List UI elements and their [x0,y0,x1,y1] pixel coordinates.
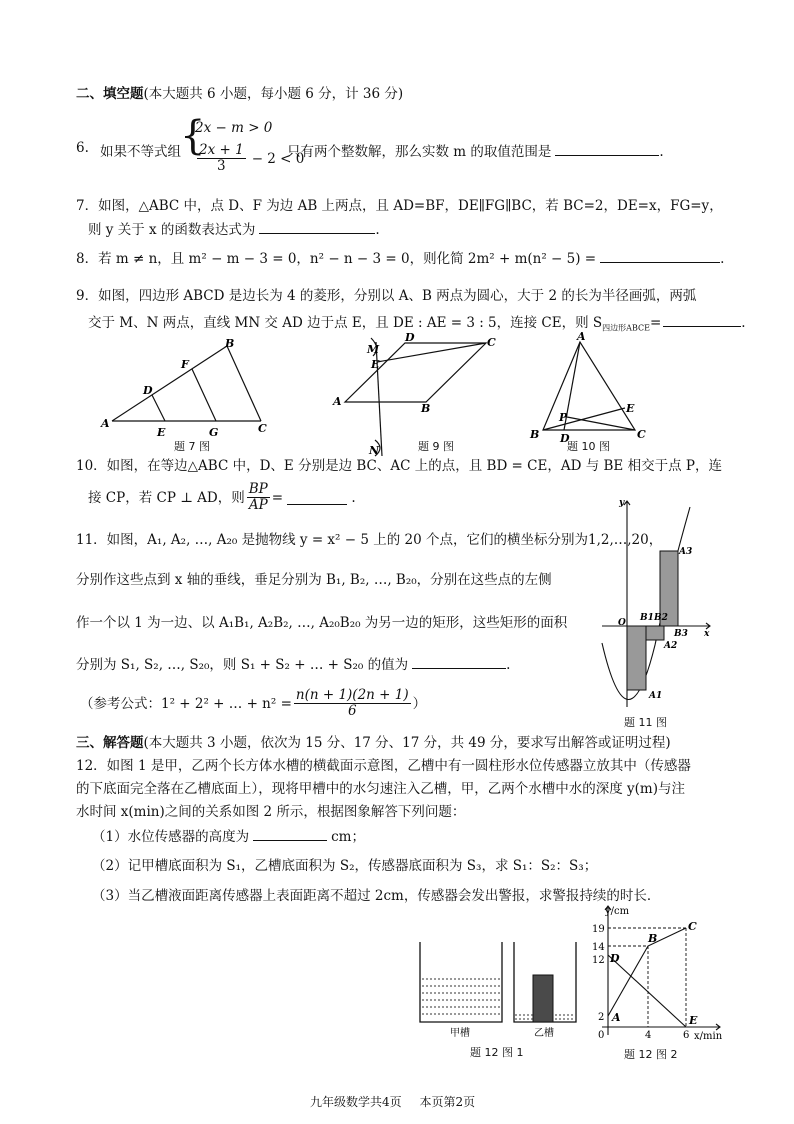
q11-formula-post: ） [412,695,427,712]
fig12-2-point-c: C [688,920,697,933]
fig11-label-b2: B2 [654,613,668,623]
water-level-sensor [533,975,553,1022]
fig7-label-a: A [101,417,110,430]
question-9-line-2-text: 交于 M、N 两点，直线 MN 交 AD 边于点 E，且 DE : AE = 3 : 5，连接 CE，则 S [88,315,603,331]
fig11-label-o: O [618,618,626,628]
section-2-note: (本大题共 6 小题，每小题 6 分，计 36 分) [143,86,404,102]
fig7-segment-fg [192,369,216,421]
fig9-label-m: M [367,343,380,356]
q11-formula-denominator: 6 [347,703,357,719]
fig9-label-a: A [333,395,342,408]
fig9-label-d: D [405,331,415,344]
tank-yi [514,942,576,1022]
question-7-line-2: 则 y 关于 x 的函数表达式为 . [88,219,380,240]
fig10-triangle-abc [543,342,635,430]
q12-subquestion-3: （3）当乙槽液面距离传感器上表面距离不超过 2cm，传感器会发出警报，求警报持续的时长． [92,888,661,904]
fig12-2-xtick-4: 4 [645,1030,652,1041]
fig11-label-a2: A2 [664,641,678,651]
fig7-edge-ab [112,346,227,421]
q12-sub1-answer-blank[interactable] [253,826,327,841]
question-12-line-1: 12．如图 1 是甲，乙两个长方体水槽的横截面示意图，乙槽中有一圆柱形水位传感器立放其中（传感器 [76,758,691,774]
fig10-label-a: A [577,330,586,343]
q6-inequality-2-tail: − 2 < 0 [251,150,305,167]
q6-frac-numerator: 2x + 1 [199,142,244,158]
fig10-segment-cp [567,417,635,430]
q9-area-subscript: 四边形ABCE [602,323,650,333]
fig10-label-c: C [637,428,646,441]
fig11-label-y: y [619,498,625,508]
fig7-label-e: E [157,426,166,439]
q12-subquestion-2: （2）记甲槽底面积为 S₁，乙槽底面积为 S₂，传感器底面积为 S₃，求 S₁：S₂：S₃； [92,858,598,874]
figure-10 [522,330,662,455]
question-11-line-1: 11．如图，A₁, A₂, …, A₂₀ 是抛物线 y = x² − 5 上的 20 个点，它们的横坐标分别为1,2,…,20， [76,532,663,548]
figure-12-2-caption: 题 12 图 2 [624,1048,678,1061]
q6-answer-blank[interactable] [555,141,659,156]
fig12-2-point-a: A [612,1011,621,1024]
question-8: 8．若 m ≠ n，且 m² − m − 3 = 0，n² − n − 3 = 0，则化简 2m² + m(n² − 5) = . [76,248,724,269]
fig12-2-line-abc [608,928,686,1016]
fig11-label-a1: A1 [649,691,663,701]
question-11-line-4-text: 分别为 S₁, S₂, …, S₂₀，则 S₁ + S₂ + … + S₂₀ 的值为 [76,657,409,673]
tank-yi-label: 乙槽 [534,1028,554,1039]
fig7-label-f: F [181,358,189,371]
question-11-line-3: 作一个以 1 为一边、以 A₁B₁, A₂B₂, …, A₂₀B₂₀ 为另一边的矩形，这些矩形的面积 [76,615,568,631]
tank-jia [420,942,502,1022]
fig7-edge-bc [227,346,261,421]
fig12-2-xlabel: x/min [694,1031,723,1042]
question-6-number: 6. [76,140,89,156]
fig9-label-b: B [421,402,431,415]
fig7-label-c: C [258,422,267,435]
fig12-2-xtick-6: 6 [683,1030,690,1041]
q12-sub1-post: cm； [331,829,365,845]
fig12-2-point-d: D [610,952,620,965]
q10-frac-numerator: BP [248,481,268,497]
q10-frac-denominator: AP [248,497,268,513]
fig7-label-g: G [209,426,219,439]
fig9-label-e: E [371,358,380,371]
fig12-2-point-b: B [648,932,658,945]
tank-jia-label: 甲槽 [450,1028,470,1039]
question-8-text: 8．若 m ≠ n，且 m² − m − 3 = 0，n² − n − 3 = 0，则化简 2m² + m(n² − 5) = [76,251,597,267]
q8-answer-blank[interactable] [600,248,720,263]
q11-formula-numerator: n(n + 1)(2n + 1) [295,687,409,703]
footer-current-page: 本页第2页 [419,1095,476,1109]
section-2-heading: 二、填空题 [76,86,144,102]
q6-inequality-1: 2x − m > 0 [195,120,273,136]
section-2-header [76,84,403,104]
fig11-label-b3: B3 [674,629,688,639]
question-11-line-4: 分别为 S₁, S₂, …, S₂₀，则 S₁ + S₂ + … + S₂₀ 的值为 . [76,654,510,675]
q10-answer-blank[interactable] [287,490,347,505]
fig11-label-x: x [704,629,710,639]
fig10-label-b: B [530,428,540,441]
q7-answer-blank[interactable] [259,219,375,234]
q9-answer-blank[interactable] [663,312,741,327]
figure-11-caption: 题 11 图 [624,716,667,729]
q11-reference-formula [80,688,426,719]
fig7-label-d: D [143,384,153,397]
q6-frac-denominator: 3 [217,158,226,174]
q6-brace: { [180,113,206,159]
question-9-line-1: 9．如图，四边形 ABCD 是边长为 4 的菱形，分别以 A、B 两点为圆心，大于 2 的长为半径画弧，两弧 [76,288,697,304]
question-12-line-2: 的下底面完全落在乙槽底面上），现将甲槽中的水匀速注入乙槽，甲，乙两个水槽中水的深度 y(m)与注 [76,781,686,797]
q12-sub1-pre: （1）水位传感器的高度为 [92,829,250,845]
fig12-2-ytick-2: 2 [598,1012,605,1023]
figure-12-1 [414,940,584,1039]
q10-equals: = [271,489,284,506]
section-3-header [76,733,671,753]
question-6-text: 只有两个整数解，那么实数 m 的取值范围是 . [287,140,664,160]
fig9-label-n: N [369,444,380,457]
fig11-rect-2 [646,626,664,640]
fig11-label-a3: A3 [679,547,693,557]
question-6-pre: 如果不等式组 [100,144,181,160]
fig12-2-ytick-14: 14 [592,942,605,953]
fig12-2-ytick-12: 12 [592,955,605,966]
fig12-2-ytick-19: 19 [592,924,605,935]
fig7-segment-de [152,395,165,421]
page-footer [310,1093,475,1110]
fig10-label-d: D [560,432,570,445]
fig12-2-point-e: E [689,1014,698,1027]
question-7-line-1: 7．如图，△ABC 中，点 D、F 为边 AB 上两点，且 AD=BF，DE∥FG∥BC，若 BC=2，DE=x，FG=y， [76,198,723,214]
q9-equals: = [649,315,662,331]
fig11-label-b1: B1 [640,613,654,623]
figure-7-caption: 题 7 图 [174,440,210,453]
fig10-segment-be [543,408,625,430]
footer-total-pages: 九年级数学共4页 [310,1095,402,1109]
question-10-line-2-text: 接 CP，若 CP ⊥ AD，则 [88,489,245,506]
question-7-line-2-text: 则 y 关于 x 的函数表达式为 [88,222,256,238]
figure-9-caption: 题 9 图 [418,440,454,453]
figure-12-2 [590,900,725,1040]
q11-answer-blank[interactable] [412,654,506,669]
figure-11 [598,495,718,713]
fig10-label-e: E [626,402,635,415]
q11-formula-pre: （参考公式：1² + 2² + … + n² = [80,695,292,712]
fig9-label-c: C [487,336,496,349]
fig12-2-ylabel: y/cm [605,906,630,917]
fig7-label-b: B [225,337,235,350]
question-11-line-2: 分别作这些点到 x 轴的垂线，垂足分别为 B₁, B₂, …, B₂₀，分别在这些点的左侧 [76,572,552,588]
section-3-note: (本大题共 3 小题，依次为 15 分、17 分、17 分，共 49 分，要求写出解答或证明过程) [143,735,671,751]
q12-subquestion-1 [92,826,365,847]
figure-12-1-caption: 题 12 图 1 [470,1046,524,1059]
fig10-label-p: P [559,411,568,424]
question-10-line-1: 10．如图，在等边△ABC 中，D、E 分别是边 BC、AC 上的点，且 BD = CE，AD 与 BE 相交于点 P，连 [76,458,722,474]
question-12-line-3: 水时间 x(min)之间的关系如图 2 所示，根据图象解答下列问题： [76,804,466,820]
question-9-line-2: 交于 M、N 两点，直线 MN 交 AD 边于点 E，且 DE : AE = 3 : 5，连接 CE，则 $S_{四边形ABCE}=$ . [88,312,746,339]
figure-9 [325,332,505,460]
figure-10-caption: 题 10 图 [567,440,610,453]
fig12-2-xtick-0: 0 [598,1030,605,1041]
section-3-heading: 三、解答题 [76,735,144,751]
question-6-post: 只有两个整数解，那么实数 m 的取值范围是 [287,144,552,160]
fig11-rect-1 [627,626,646,690]
question-10-line-2: 接 CP，若 CP ⊥ AD，则 $\frac{BP}{AP}$ = . [88,481,356,513]
